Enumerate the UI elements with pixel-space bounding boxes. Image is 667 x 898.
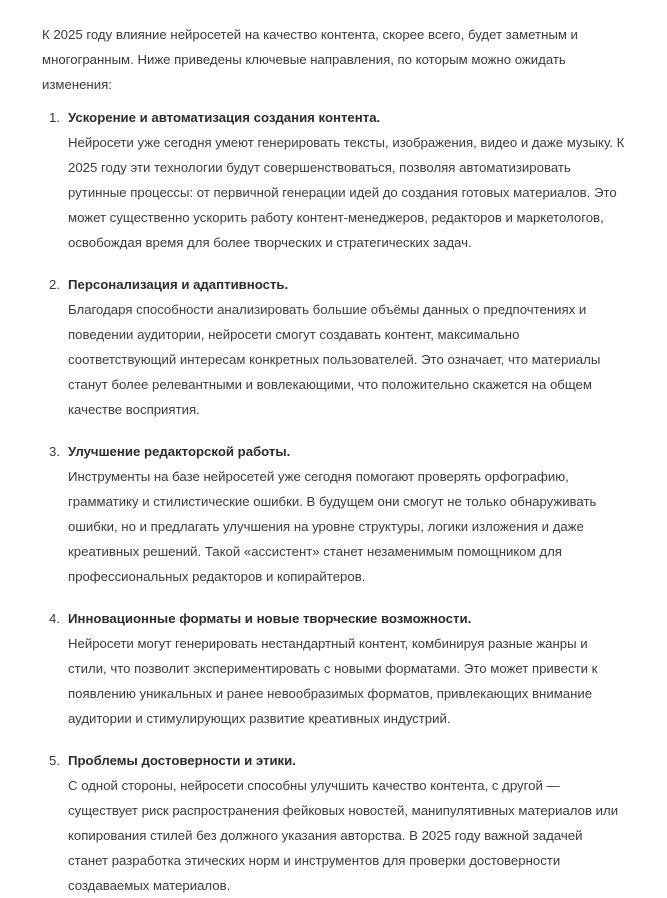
numbered-points-list — [42, 105, 625, 898]
point-title: Персонализация и адаптивность. — [68, 277, 289, 292]
list-item — [42, 748, 625, 898]
point-title: Улучшение редакторской работы. — [68, 444, 291, 459]
point-body: Нейросети уже сегодня умеют генерировать тексты, изображения, видео и даже музыку. К 2025 году эти технологии будут совершенствоваться, позволяя автоматизировать рутинные процессы: от первичной генерации идей до создания готовых материалов. Это может существенно ускорить работу контент-менеджеров, редакторов и маркетологов, освобождая время для более творческих и стратегических задач. — [68, 135, 625, 250]
point-title: Проблемы достоверности и этики. — [68, 753, 296, 768]
point-body: С одной стороны, нейросети способны улучшить качество контента, с другой — существует риск распространения фейковых новостей, манипулятивных материалов или копирования стилей без должного указания авторства. В 2025 году важной задачей станет разработка этических норм и инструментов для проверки достоверности создаваемых материалов. — [68, 778, 619, 893]
point-title: Инновационные форматы и новые творческие возможности. — [68, 611, 472, 626]
list-item — [42, 606, 625, 731]
point-body: Нейросети могут генерировать нестандартный контент, комбинируя разные жанры и стили, что позволит экспериментировать с новыми форматами. Это может привести к появлению уникальных и ранее невообразимых форматов, привлекающих внимание аудитории и стимулирующих развитие креативных индустрий. — [68, 636, 598, 726]
point-body: Инструменты на базе нейросетей уже сегодня помогают проверять орфографию, грамматику и стилистические ошибки. В будущем они смогут не только обнаруживать ошибки, но и предлагать улучшения на уровне структуры, логики изложения и даже креативных решений. Такой «ассистент» станет незаменимым помощником для профессиональных редакторов и копирайтеров. — [68, 469, 597, 584]
list-item — [42, 105, 625, 255]
list-item — [42, 272, 625, 422]
intro-paragraph: К 2025 году влияние нейросетей на качество контента, скорее всего, будет заметным и многогранным. Ниже приведены ключевые направления, по которым можно ожидать изменения: — [42, 27, 578, 92]
point-title: Ускорение и автоматизация создания контента. — [68, 110, 381, 125]
list-item — [42, 439, 625, 589]
point-body: Благодаря способности анализировать большие объёмы данных о предпочтениях и поведении аудитории, нейросети смогут создавать контент, максимально соответствующий интересам конкретных пользователей. Это означает, что материалы станут более релевантными и вовлекающими, что положительно скажется на общем качестве восприятия. — [68, 302, 601, 417]
